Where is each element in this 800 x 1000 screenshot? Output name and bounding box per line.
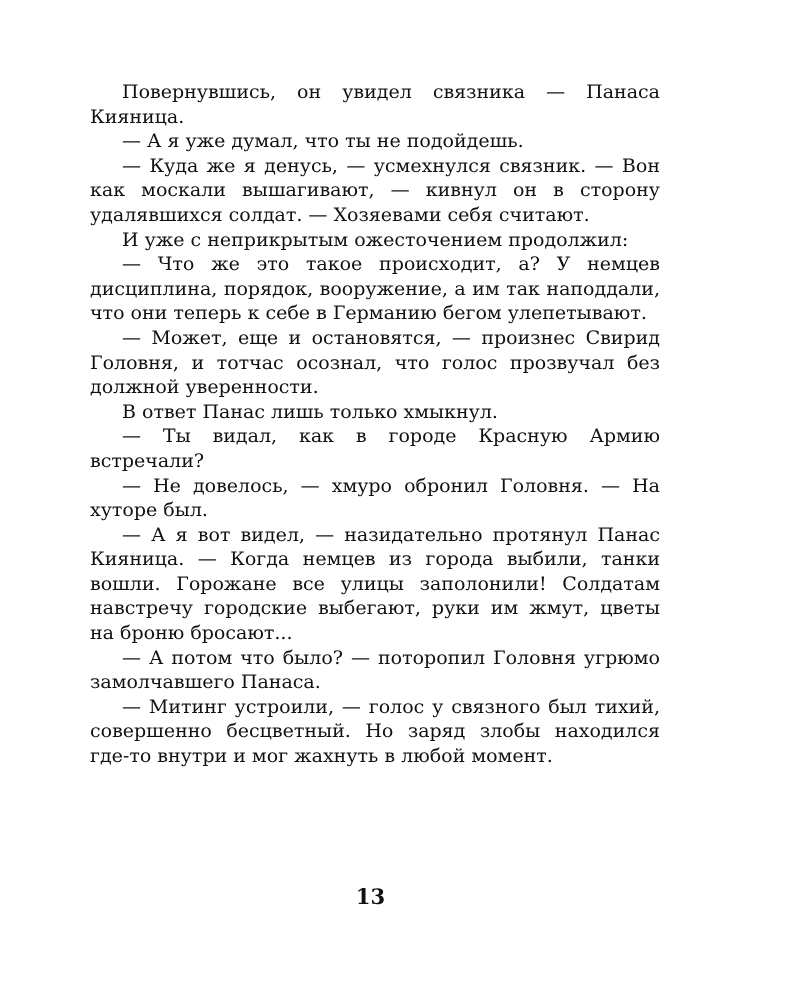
paragraph-10: — А я вот видел, — назидательно протянул Панас Кияница. — Когда немцев из города выбили, танки вошли. Горожане все улицы заполонили! Солдатам навстречу городские выбегают, руки им жмут, цветы на броню бросают... [90,523,660,645]
paragraph-7: В ответ Панас лишь только хмыкнул. [122,400,498,423]
paragraph-8: — Ты видал, как в городе Красную Армию встречали? [90,425,660,472]
paragraph-3: — Куда же я денусь, — усмехнулся связник. — Вон как москали вышагивают, — кивнул он в сторону удалявшихся солдат. — Хозяевами себя считают. [90,154,660,226]
paragraph-12: — Митинг устроили, — голос у связного был тихий, совершенно бесцветный. Но заряд злобы находился где-то внутри и мог жахнуть в любой момент. [90,695,660,768]
paragraph-4: И уже с неприкрытым ожесточением продолжил: [122,228,629,251]
body-text [90,80,660,769]
page-number: 13 [355,884,386,909]
paragraph-9: — Не довелось, — хмуро обронил Головня. — На хуторе был. [90,474,660,522]
paragraph-1: Повернувшись, он увидел связника — Панаса Кияница. [90,81,660,128]
paragraph-5: — Что же это такое происходит, а? У немцев дисциплина, порядок, вооружение, а им так наподдали, что они теперь к себе в Германию бегом улепетывают. [90,253,660,325]
paragraph-2: — А я уже думал, что ты не подойдешь. [122,130,524,153]
paragraph-11: — А потом что было? — поторопил Головня угрюмо замолчавшего Панаса. [90,646,660,694]
paragraph-6: — Может, еще и остановятся, — произнес Свирид Головня, и тотчас осознал, что голос прозвучал без должной уверенности. [90,326,660,399]
